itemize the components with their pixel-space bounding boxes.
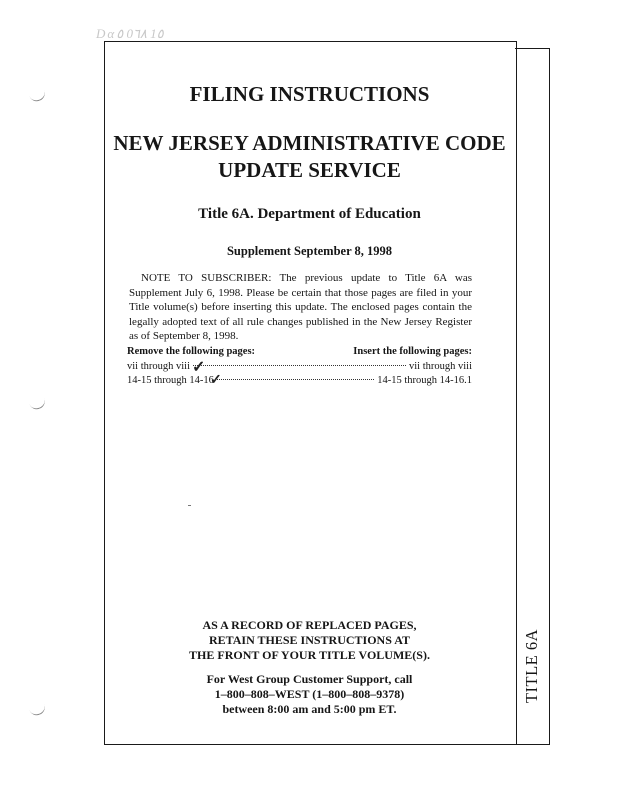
insert-pages-cell: vii through viii [409,361,472,372]
filing-instructions-heading: FILING INSTRUCTIONS [189,82,430,106]
code-title-line: UPDATE SERVICE [218,158,401,182]
support-line: For West Group Customer Support, call [206,672,413,686]
binder-hole-mark [29,398,47,412]
page-list-header [127,346,472,361]
support-phone: 1–800–808–WEST (1–800–808–9378) [214,687,405,701]
remove-pages-cell: vii through viii [127,361,190,372]
record-line: RETAIN THESE INSTRUCTIONS AT [208,633,411,647]
subscriber-note-text: NOTE TO SUBSCRIBER: The previous update to Title 6A was Supplement July 6, 1998. Please be certain that those pages are filed in your Title volume(s) before inserting this update. The enclosed pages contain the legally adopted text of all rule changes published in the New Jersey Register as of September 8, 1998. [129,272,472,342]
supplement-date: Supplement September 8, 1998 [226,244,393,258]
record-instructions [104,618,515,663]
remove-pages-header: Remove the following pages: [127,346,256,357]
received-stamp: Dα٥ 0٦٨ 1٥ [96,26,164,41]
record-line: AS A RECORD OF REPLACED PAGES, [202,618,417,632]
code-title [104,130,515,184]
code-title-line: NEW JERSEY ADMINISTRATIVE CODE [113,131,506,155]
handwritten-checkmark-icon: ✓ [210,373,222,388]
record-line: THE FRONT OF YOUR TITLE VOLUME(S). [189,648,430,662]
dot-leader [217,379,374,380]
dot-leader [193,365,406,366]
insert-pages-header: Insert the following pages: [353,346,472,357]
support-hours: between 8:00 am and 5:00 pm ET. [222,702,397,716]
binder-hole-mark [29,704,47,718]
title-department: Title 6A. Department of Education [198,206,421,222]
customer-support-info [104,672,515,717]
handwritten-checkmark-icon: ✓ [192,359,206,376]
page-replacement-list [127,346,472,389]
stray-mark [188,505,191,506]
binder-hole-mark [29,90,47,104]
remove-pages-cell: 14-15 through 14-16 [127,375,214,386]
subscriber-note [129,271,472,344]
page-list-row [127,361,472,375]
title-tab-label: TITLE 6A [522,628,541,704]
page-list-row [127,375,472,389]
insert-pages-cell: 14-15 through 14-16.1 [377,375,472,386]
